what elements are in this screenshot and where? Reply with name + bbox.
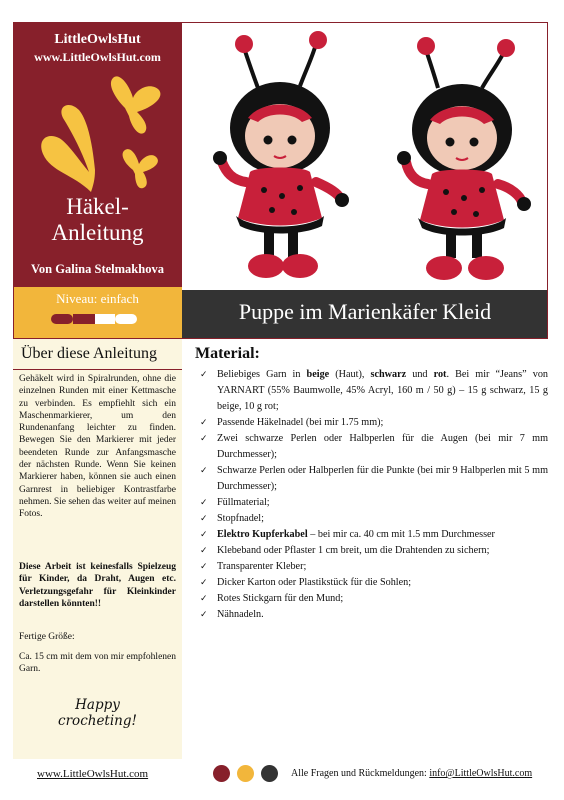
material-item: ✓ Beliebiges Garn in beige (Haut), schwarz und rot. Bei mir “Jeans” von YARNART (55% Baumwolle, 45% Acryl, 160 m / 50 g) – 15 g schwarz, 15 g beige, 10 g rot; bbox=[200, 367, 548, 415]
level-pill-2 bbox=[73, 314, 95, 324]
title-line-2: Anleitung bbox=[51, 220, 144, 245]
happy-crocheting bbox=[13, 697, 182, 729]
level-pill-4 bbox=[115, 314, 137, 324]
butterflies-icon bbox=[33, 74, 173, 204]
butterfly-top-icon bbox=[111, 76, 160, 133]
material-item: ✓ Klebeband oder Pflaster 1 cm breit, um die Drahtenden zu sichern; bbox=[200, 543, 548, 559]
doll-right bbox=[397, 37, 531, 280]
level-text: Niveau: einfach bbox=[56, 291, 139, 306]
size-value: Ca. 15 cm mit dem von mir empfohlenen Garn. bbox=[19, 652, 176, 675]
brand-panel bbox=[13, 22, 182, 287]
color-dot-yellow bbox=[237, 765, 254, 782]
butterfly-small-icon bbox=[123, 149, 158, 188]
doll-left bbox=[213, 31, 349, 278]
materials-heading: Material: bbox=[195, 345, 260, 362]
brand-name: LittleOwlsHut bbox=[54, 32, 141, 47]
doll-photo bbox=[182, 22, 548, 290]
brand-url[interactable]: www.LittleOwlsHut.com bbox=[34, 50, 161, 64]
color-dot-maroon bbox=[213, 765, 230, 782]
material-item: ✓ Elektro Kupferkabel – bei mir ca. 40 cm mit 1.5 mm Durchmesser bbox=[200, 527, 548, 543]
material-item: ✓ Passende Häkelnadel (bei mir 1.75 mm); bbox=[200, 415, 548, 431]
footer-note-text: Alle Fragen und Rückmeldungen: bbox=[291, 768, 430, 779]
pattern-title: Puppe im Marienkäfer Kleid bbox=[238, 299, 492, 324]
material-item: ✓ Zwei schwarze Perlen oder Halbperlen für die Augen (bei mir 7 mm Durchmesser); bbox=[200, 431, 548, 463]
level-band bbox=[13, 287, 182, 339]
materials-list bbox=[200, 367, 548, 623]
material-item: ✓ Stopfnadel; bbox=[200, 511, 548, 527]
happy-line-2: crocheting! bbox=[58, 713, 137, 729]
material-item: ✓ Rotes Stickgarn für den Mund; bbox=[200, 591, 548, 607]
pattern-title-bar bbox=[182, 290, 548, 339]
material-item: ✓ Nähnadeln. bbox=[200, 607, 548, 623]
level-pill-1 bbox=[51, 314, 73, 324]
happy-line-1: Happy bbox=[75, 697, 120, 713]
footer-email-link[interactable]: info@LittleOwlsHut.com bbox=[429, 768, 533, 779]
about-heading: Über diese Anleitung bbox=[21, 345, 157, 362]
material-item: ✓ Schwarze Perlen oder Halbperlen für die Punkte (bei mir 9 Halbperlen mit 5 mm Durchmesser); bbox=[200, 463, 548, 495]
footer-url-link[interactable]: www.LittleOwlsHut.com bbox=[37, 768, 149, 780]
level-indicator bbox=[49, 311, 139, 327]
author: Von Galina Stelmakhova bbox=[31, 262, 164, 276]
footer-note bbox=[291, 768, 532, 779]
material-item: ✓ Dicker Karton oder Plastikstück für die Sohlen; bbox=[200, 575, 548, 591]
about-body: Gehäkelt wird in Spiralrunden, ohne die einzelnen Runden mit einer Kettmasche zu verbinden. Es empfiehlt sich ein Maschenmarkierer, um den Rundenanfang leichter zu finden. Bewegen Sie den Markierer mit jeder beendeten Runde zur Anfangsmasche der nächsten Runde. Wenn Sie keinen Markierer haben, können sie auch einen Garnrest in beliebiger Kontrastfarbe nehmen. Sie sehen das weiter auf meinen Fotos. bbox=[19, 374, 176, 520]
material-item: ✓ Transparenter Kleber; bbox=[200, 559, 548, 575]
size-label: Fertige Größe: bbox=[19, 632, 75, 642]
about-panel bbox=[13, 339, 182, 759]
level-pill-3 bbox=[95, 314, 115, 324]
title-line-1: Häkel- bbox=[66, 194, 129, 219]
color-dot-dark bbox=[261, 765, 278, 782]
butterfly-large-icon bbox=[41, 105, 95, 192]
material-item: ✓ Füllmaterial; bbox=[200, 495, 548, 511]
about-warning: Diese Arbeit ist keinesfalls Spielzeug für Kinder, da Draht, Augen etc. Verletzungsgefahr für Kleinkinder darstellen könnten!! bbox=[19, 562, 176, 609]
about-divider bbox=[13, 369, 182, 370]
